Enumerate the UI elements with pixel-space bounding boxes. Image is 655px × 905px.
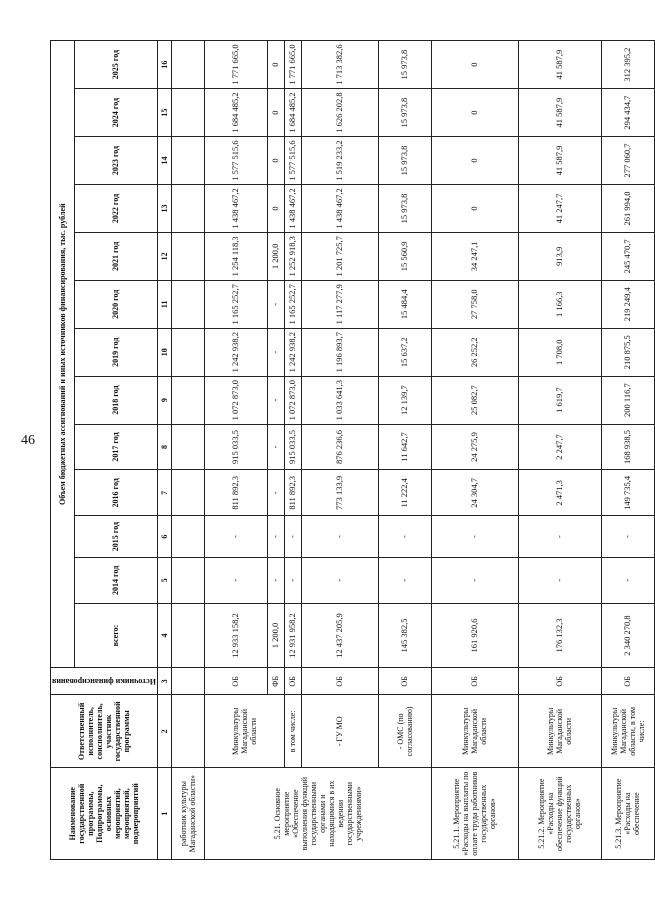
- row-total: 2 340 270,8: [601, 603, 654, 668]
- year-value: 1 519 233,2: [301, 137, 378, 185]
- year-value: 876 236,6: [301, 424, 378, 470]
- year-value: [171, 557, 204, 603]
- year-value: 1 072 873,0: [204, 376, 267, 424]
- row-executor: в том числе:: [284, 695, 301, 768]
- year-value: 1 072 873,0: [284, 376, 301, 424]
- row-source: ОБ: [378, 668, 431, 695]
- year-value: 1 033 641,3: [301, 376, 378, 424]
- year-value: 15 973,8: [378, 41, 431, 89]
- year-value: 15 637,2: [378, 328, 431, 376]
- year-value: 1 242 938,2: [284, 328, 301, 376]
- column-index-row: [157, 41, 171, 860]
- year-value: 1 165 252,7: [284, 280, 301, 328]
- column-index: 4: [157, 603, 171, 668]
- header-year: 2017 год: [74, 424, 157, 470]
- year-value: 1 619,7: [518, 376, 601, 424]
- year-value: 1 200,0: [267, 232, 284, 280]
- row-total: 12 933 158,2: [204, 603, 267, 668]
- header-source: [51, 668, 158, 695]
- year-value: -: [601, 516, 654, 558]
- year-value: 811 892,3: [204, 470, 267, 516]
- row-source: [171, 668, 204, 695]
- year-value: 1 771 665,0: [284, 41, 301, 89]
- column-index: 10: [157, 328, 171, 376]
- year-value: [171, 232, 204, 280]
- year-value: 312 395,2: [601, 41, 654, 89]
- row-total: 145 382,5: [378, 603, 431, 668]
- year-value: 41 587,9: [518, 41, 601, 89]
- year-value: 915 033,5: [284, 424, 301, 470]
- row-source: ОБ: [284, 668, 301, 695]
- column-index: 6: [157, 516, 171, 558]
- year-value: 0: [267, 41, 284, 89]
- column-index: 9: [157, 376, 171, 424]
- column-index: 7: [157, 470, 171, 516]
- table-row: [378, 41, 431, 860]
- row-source: ОБ: [301, 668, 378, 695]
- year-value: -: [267, 328, 284, 376]
- column-index: 12: [157, 232, 171, 280]
- header-name: Наименование государственной программы, Подпрограммы, основных мероприятий, мероприятий, подмероприятий: [51, 768, 158, 860]
- header-year: 2018 год: [74, 376, 157, 424]
- year-value: 0: [267, 137, 284, 185]
- year-value: 0: [431, 137, 518, 185]
- year-value: 11 642,7: [378, 424, 431, 470]
- year-value: 34 247,1: [431, 232, 518, 280]
- year-value: 11 222,4: [378, 470, 431, 516]
- row-source: ОБ: [431, 668, 518, 695]
- row-name: 5.21. Основное мероприятие «Обеспечение выполнения функций государственными органами и находящимися в их ведении государственными учреждениями»: [204, 768, 431, 860]
- header-year: 2016 год: [74, 470, 157, 516]
- row-executor: Минкультуры Магаданской области: [204, 695, 284, 768]
- header-total: всего:: [74, 603, 157, 668]
- row-source: ОБ: [601, 668, 654, 695]
- year-value: -: [267, 376, 284, 424]
- year-value: 915 033,5: [204, 424, 267, 470]
- year-value: 1 438 467,2: [284, 184, 301, 232]
- row-source: ФБ: [267, 668, 284, 695]
- header-year: 2020 год: [74, 280, 157, 328]
- year-value: 1 438 467,2: [204, 184, 267, 232]
- year-value: 24 304,7: [431, 470, 518, 516]
- rotated-table-container: [50, 40, 646, 860]
- year-value: 1 201 725,7: [301, 232, 378, 280]
- year-value: 41 587,9: [518, 89, 601, 137]
- year-value: 1 684 485,2: [204, 89, 267, 137]
- year-value: 811 892,3: [284, 470, 301, 516]
- row-total: 12 931 958,2: [284, 603, 301, 668]
- year-value: 1 166,3: [518, 280, 601, 328]
- year-value: 773 133,9: [301, 470, 378, 516]
- year-value: 15 560,9: [378, 232, 431, 280]
- row-total: [171, 603, 204, 668]
- year-value: 15 973,8: [378, 137, 431, 185]
- year-value: 168 938,5: [601, 424, 654, 470]
- year-value: -: [378, 516, 431, 558]
- year-value: 1 196 893,7: [301, 328, 378, 376]
- year-value: -: [601, 557, 654, 603]
- year-value: 15 484,4: [378, 280, 431, 328]
- row-executor: Минкультуры Магаданской области: [518, 695, 601, 768]
- year-value: 0: [267, 89, 284, 137]
- year-value: -: [518, 557, 601, 603]
- year-value: -: [431, 516, 518, 558]
- year-value: -: [204, 557, 267, 603]
- year-value: 0: [431, 41, 518, 89]
- table-row: [518, 41, 601, 860]
- column-index: 15: [157, 89, 171, 137]
- row-source: ОБ: [518, 668, 601, 695]
- year-value: 913,9: [518, 232, 601, 280]
- row-name: 5.21.2. Мероприятие «Расходы на обеспечение функций государственных органов»: [518, 768, 601, 860]
- year-value: -: [284, 557, 301, 603]
- row-name: 5.21.3. Мероприятие «Расходы на обеспечение: [601, 768, 654, 860]
- year-value: 210 875,5: [601, 328, 654, 376]
- year-value: [171, 328, 204, 376]
- table-row: [301, 41, 378, 860]
- row-executor: Минкультуры Магаданской области: [431, 695, 518, 768]
- row-name: работник культуры Магаданской области»: [171, 768, 204, 860]
- column-index: 11: [157, 280, 171, 328]
- year-value: 1 165 252,7: [204, 280, 267, 328]
- header-year: 2014 год: [74, 557, 157, 603]
- header-year: 2015 год: [74, 516, 157, 558]
- year-value: 149 735,4: [601, 470, 654, 516]
- year-value: [171, 516, 204, 558]
- column-index: 8: [157, 424, 171, 470]
- year-value: [171, 137, 204, 185]
- year-value: 219 249,4: [601, 280, 654, 328]
- year-value: [171, 424, 204, 470]
- year-value: -: [431, 557, 518, 603]
- table-row: [204, 41, 267, 860]
- year-value: 0: [431, 89, 518, 137]
- year-value: 26 252,2: [431, 328, 518, 376]
- header-funding-group: Объем бюджетных ассигнований и иных источников финансирования, тыс. рублей: [51, 41, 75, 668]
- year-value: -: [284, 516, 301, 558]
- year-value: -: [301, 557, 378, 603]
- year-value: 27 758,0: [431, 280, 518, 328]
- row-total: 12 437 205,9: [301, 603, 378, 668]
- year-value: -: [267, 280, 284, 328]
- year-value: [171, 470, 204, 516]
- year-value: 24 275,9: [431, 424, 518, 470]
- year-value: 1 438 467,2: [301, 184, 378, 232]
- year-value: [171, 280, 204, 328]
- column-index: 1: [157, 768, 171, 860]
- year-value: 1 713 382,6: [301, 41, 378, 89]
- row-executor: - ГУ МО: [301, 695, 378, 768]
- column-index: 3: [157, 668, 171, 695]
- year-value: 2 471,3: [518, 470, 601, 516]
- header-year: 2021 год: [74, 232, 157, 280]
- column-index: 14: [157, 137, 171, 185]
- header-year: 2025 год: [74, 41, 157, 89]
- year-value: [171, 89, 204, 137]
- year-value: 294 434,7: [601, 89, 654, 137]
- year-value: 1 577 515,6: [204, 137, 267, 185]
- year-value: [171, 41, 204, 89]
- header-year: 2023 год: [74, 137, 157, 185]
- column-index: 16: [157, 41, 171, 89]
- year-value: 15 973,8: [378, 184, 431, 232]
- year-value: 1 626 202,8: [301, 89, 378, 137]
- year-value: 1 771 665,0: [204, 41, 267, 89]
- funding-table: [50, 40, 655, 860]
- year-value: 2 247,7: [518, 424, 601, 470]
- page-number: 46: [21, 433, 35, 448]
- table-row: [284, 41, 301, 860]
- column-index: 5: [157, 557, 171, 603]
- year-value: 1 117 277,9: [301, 280, 378, 328]
- year-value: 1 577 515,6: [284, 137, 301, 185]
- row-source: ОБ: [204, 668, 267, 695]
- year-value: [171, 376, 204, 424]
- row-name: 5.21.1. Мероприятие «Расходы на выплаты по оплате труда работников государственных органов»: [431, 768, 518, 860]
- year-value: 261 994,0: [601, 184, 654, 232]
- year-value: 15 973,8: [378, 89, 431, 137]
- year-value: 1 254 118,3: [204, 232, 267, 280]
- table-row: [601, 41, 654, 860]
- year-value: -: [267, 557, 284, 603]
- header-year: 2019 год: [74, 328, 157, 376]
- header-source-text: Источники финансирования: [52, 676, 156, 686]
- year-value: 200 116,7: [601, 376, 654, 424]
- year-value: -: [267, 516, 284, 558]
- year-value: 1 252 918,3: [284, 232, 301, 280]
- year-value: 245 470,7: [601, 232, 654, 280]
- year-value: 277 060,7: [601, 137, 654, 185]
- year-value: 12 139,7: [378, 376, 431, 424]
- row-executor: Минкультуры Магаданской области, в том числе:: [601, 695, 654, 768]
- header-year: 2024 год: [74, 89, 157, 137]
- year-value: [171, 184, 204, 232]
- column-index: 2: [157, 695, 171, 768]
- row-total: 1 200,0: [267, 603, 284, 668]
- year-value: 1 708,0: [518, 328, 601, 376]
- row-total: 176 132,3: [518, 603, 601, 668]
- row-executor: - ОМС (по согласованию): [378, 695, 431, 768]
- header-year: 2022 год: [74, 184, 157, 232]
- row-total: 161 920,6: [431, 603, 518, 668]
- year-value: 1 242 938,2: [204, 328, 267, 376]
- column-index: 13: [157, 184, 171, 232]
- year-value: 0: [267, 184, 284, 232]
- year-value: 25 082,7: [431, 376, 518, 424]
- year-value: -: [267, 470, 284, 516]
- year-value: 1 684 485,2: [284, 89, 301, 137]
- table-row: [171, 41, 204, 860]
- year-value: -: [204, 516, 267, 558]
- row-executor: [171, 695, 204, 768]
- year-value: 0: [431, 184, 518, 232]
- year-value: 41 247,7: [518, 184, 601, 232]
- year-value: -: [378, 557, 431, 603]
- year-value: -: [518, 516, 601, 558]
- header-executor: Ответственный исполнитель, соисполнитель, участник государственной программы: [51, 695, 158, 768]
- year-value: -: [267, 424, 284, 470]
- year-value: -: [301, 516, 378, 558]
- table-row: [431, 41, 518, 860]
- year-value: 41 587,9: [518, 137, 601, 185]
